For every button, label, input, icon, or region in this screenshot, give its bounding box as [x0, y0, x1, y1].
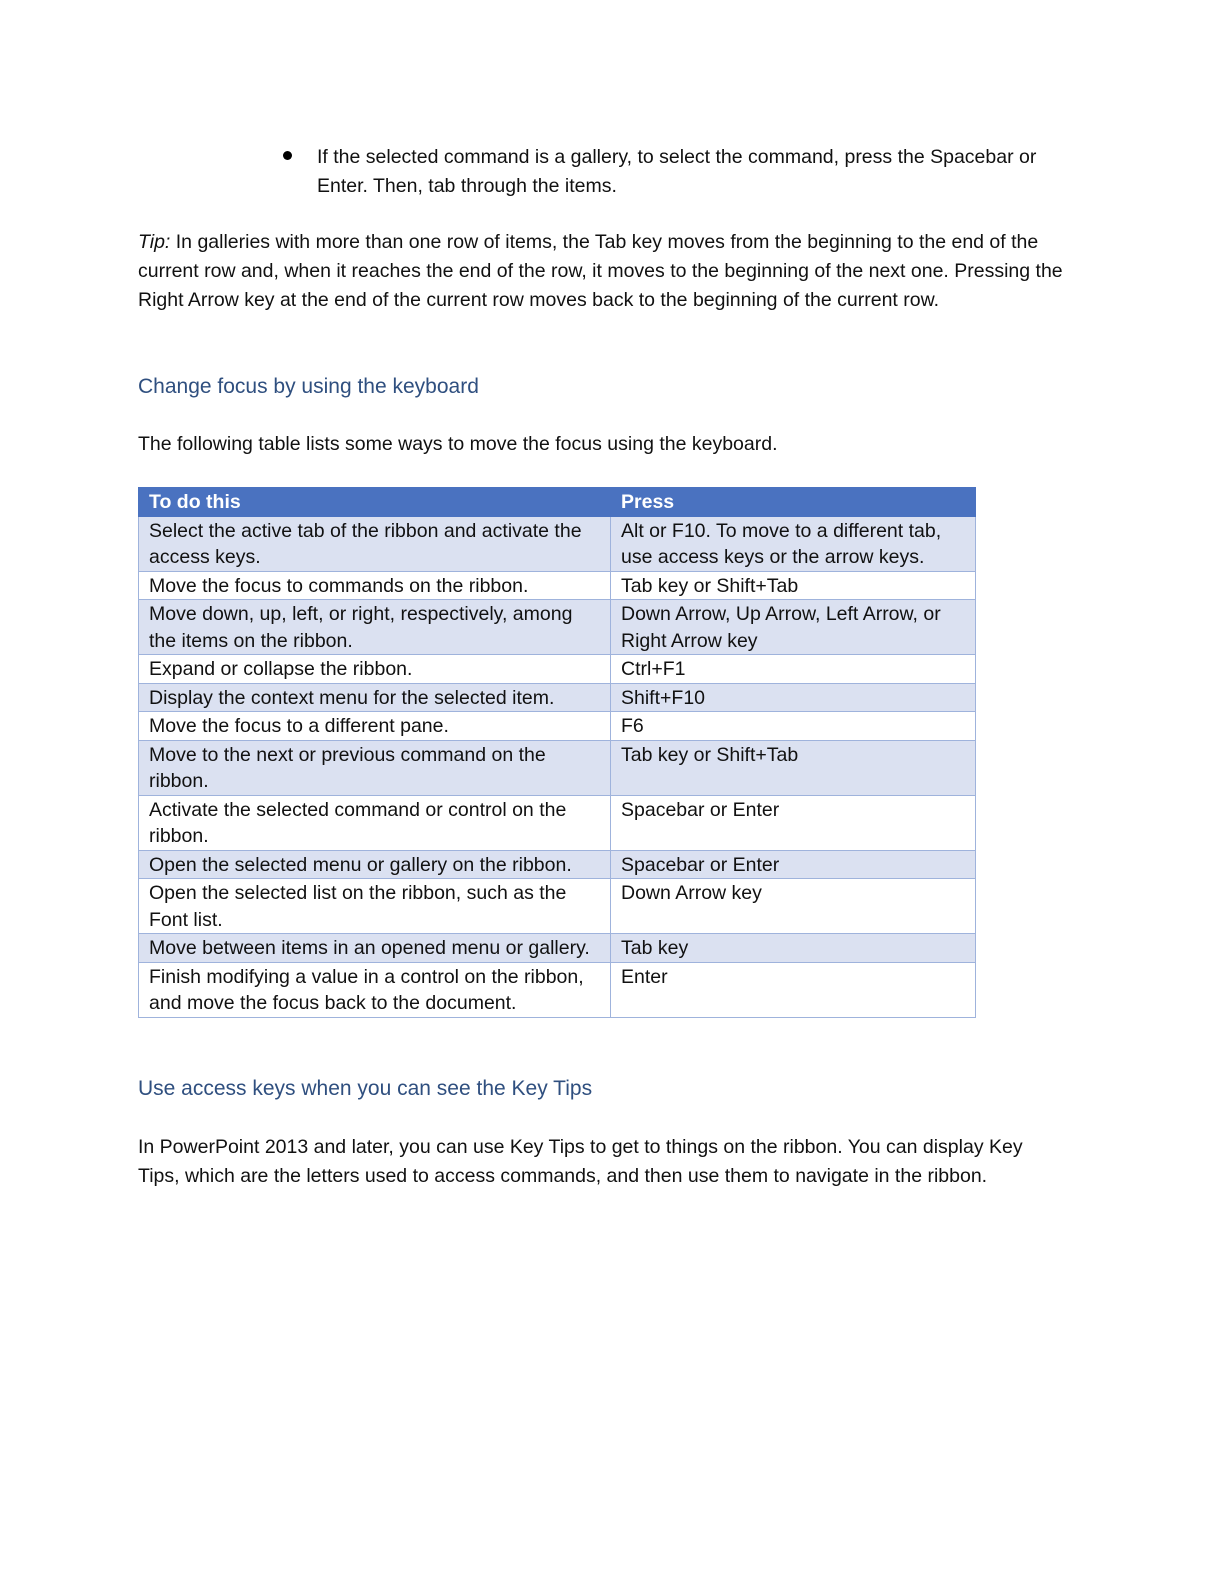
- table-cell-keys: Tab key: [611, 934, 976, 963]
- table-cell-keys: Down Arrow, Up Arrow, Left Arrow, or Right Arrow key: [611, 600, 976, 655]
- table-cell-keys: Spacebar or Enter: [611, 795, 976, 850]
- table-row: [139, 600, 976, 655]
- table-row: [139, 879, 976, 934]
- table-cell-action: Display the context menu for the selected item.: [139, 683, 611, 712]
- table-cell-action: Finish modifying a value in a control on the ribbon, and move the focus back to the document.: [139, 962, 611, 1017]
- table-cell-keys: Down Arrow key: [611, 879, 976, 934]
- table-cell-keys: Shift+F10: [611, 683, 976, 712]
- table-cell-action: Open the selected menu or gallery on the ribbon.: [139, 850, 611, 879]
- table-cell-keys: Tab key or Shift+Tab: [611, 571, 976, 600]
- table-header-row: [139, 488, 976, 517]
- table-cell-action: Open the selected list on the ribbon, such as the Font list.: [139, 879, 611, 934]
- table-cell-keys: Tab key or Shift+Tab: [611, 740, 976, 795]
- table-cell-action: Move the focus to commands on the ribbon.: [139, 571, 611, 600]
- table-cell-action: Move between items in an opened menu or gallery.: [139, 934, 611, 963]
- column-header-action: To do this: [139, 488, 611, 517]
- table-row: [139, 850, 976, 879]
- table-row: [139, 571, 976, 600]
- table-row: [139, 655, 976, 684]
- tip-label: Tip:: [138, 231, 171, 253]
- table-row: [139, 795, 976, 850]
- table-cell-action: Move down, up, left, or right, respectively, among the items on the ribbon.: [139, 600, 611, 655]
- table-row: [139, 962, 976, 1017]
- table-cell-action: Activate the selected command or control on the ribbon.: [139, 795, 611, 850]
- table-cell-keys: Spacebar or Enter: [611, 850, 976, 879]
- table-cell-action: Select the active tab of the ribbon and activate the access keys.: [139, 516, 611, 571]
- table-row: [139, 516, 976, 571]
- table-cell-keys: Ctrl+F1: [611, 655, 976, 684]
- table-row: [139, 683, 976, 712]
- table-row: [139, 934, 976, 963]
- tip-text: In galleries with more than one row of items, the Tab key moves from the beginning to the end of the current row and, when it reaches the end of the row, it moves to the beginning of the next one. Pressing the Right Arrow key at the end of the current row moves back to the beginning of the current row.: [138, 231, 1063, 311]
- table-cell-action: Expand or collapse the ribbon.: [139, 655, 611, 684]
- section-heading-change-focus: Change focus by using the keyboard: [138, 375, 479, 398]
- keyboard-shortcuts-table: [138, 487, 976, 1018]
- tip-paragraph: [138, 228, 1068, 315]
- section-heading-key-tips: Use access keys when you can see the Key Tips: [138, 1077, 593, 1100]
- table-row: [139, 712, 976, 741]
- table-cell-keys: Enter: [611, 962, 976, 1017]
- bullet-item: If the selected command is a gallery, to select the command, press the Spacebar or Enter. Then, tab through the items.: [317, 146, 1037, 197]
- bullet-icon: [283, 151, 292, 160]
- table-cell-keys: Alt or F10. To move to a different tab, use access keys or the arrow keys.: [611, 516, 976, 571]
- table-cell-keys: F6: [611, 712, 976, 741]
- table-cell-action: Move the focus to a different pane.: [139, 712, 611, 741]
- table-intro-paragraph: The following table lists some ways to move the focus using the keyboard.: [138, 433, 778, 455]
- table-cell-action: Move to the next or previous command on the ribbon.: [139, 740, 611, 795]
- table-row: [139, 740, 976, 795]
- column-header-press: Press: [611, 488, 976, 517]
- key-tips-paragraph: In PowerPoint 2013 and later, you can use Key Tips to get to things on the ribbon. You can display Key Tips, which are the letters used to access commands, and then use them to navigate in the ribbon.: [138, 1136, 1023, 1187]
